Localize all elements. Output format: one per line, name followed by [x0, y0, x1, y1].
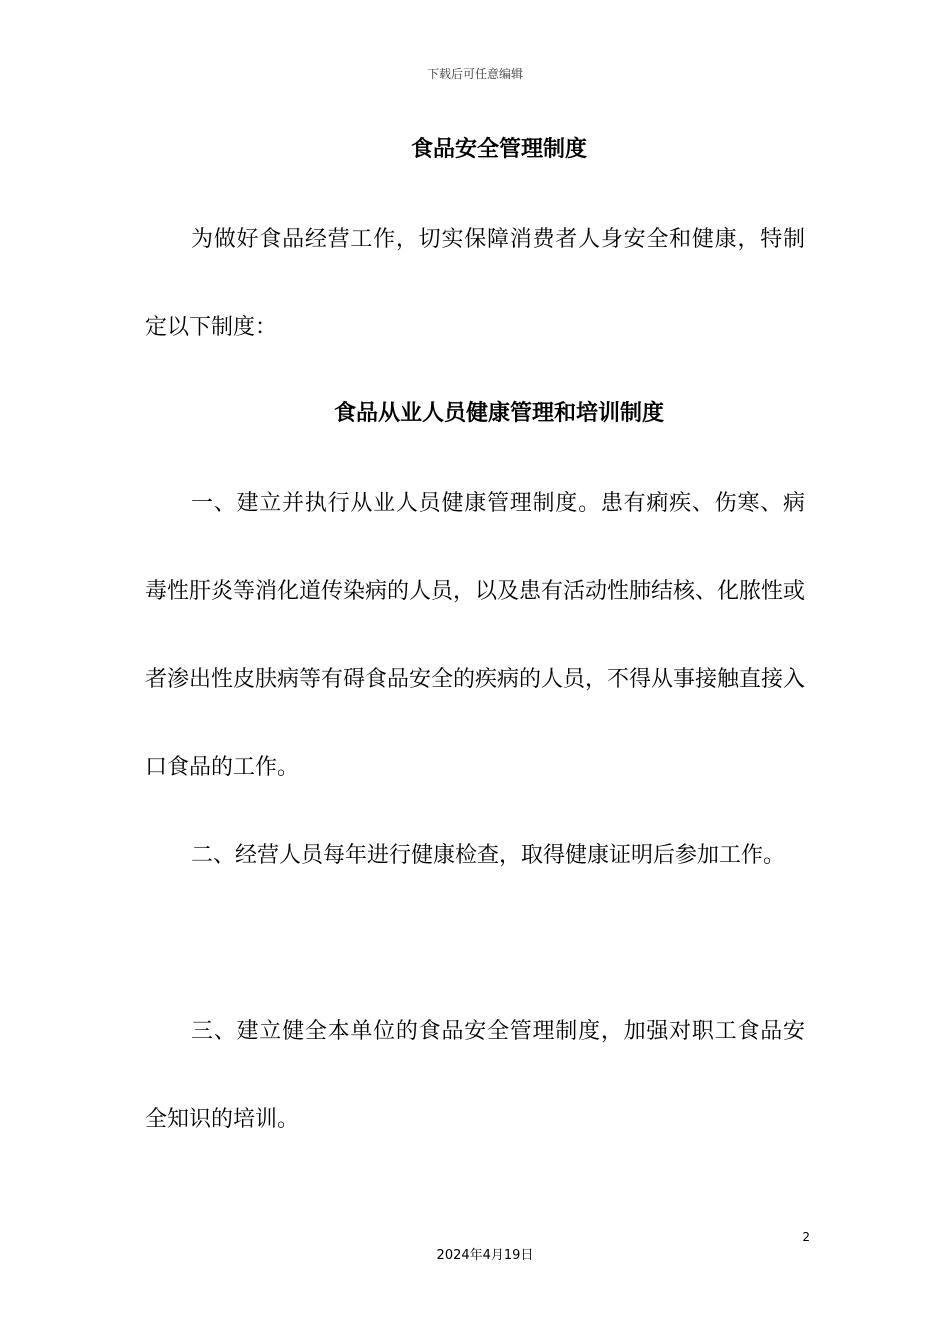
document-title: 食品安全管理制度	[410, 137, 587, 162]
page-number: 2	[802, 1230, 810, 1244]
intro-paragraph: 为做好食品经营工作，切实保障消费者人身安全和健康，特制定以下制度：	[145, 227, 805, 340]
header-note: 下载后可任意编辑	[426, 67, 523, 81]
paragraph-item-1: 一、建立并执行从业人员健康管理制度。患有痢疾、伤寒、病毒性肝炎等消化道传染病的人员，以及患有活动性肺结核、化脓性或者渗出性皮肤病等有碍食品安全的疾病的人员，不得从事接触直接入口食品的工作。	[145, 491, 806, 780]
section-title: 食品从业人员健康管理和培训制度	[333, 401, 664, 426]
paragraph-item-3: 三、建立健全本单位的食品安全管理制度，加强对职工食品安全知识的培训。	[145, 1019, 805, 1132]
footer-date: 2024年4月19日	[436, 1248, 534, 1263]
paragraph-item-2: 二、经营人员每年进行健康检查，取得健康证明后参加工作。	[191, 843, 786, 868]
